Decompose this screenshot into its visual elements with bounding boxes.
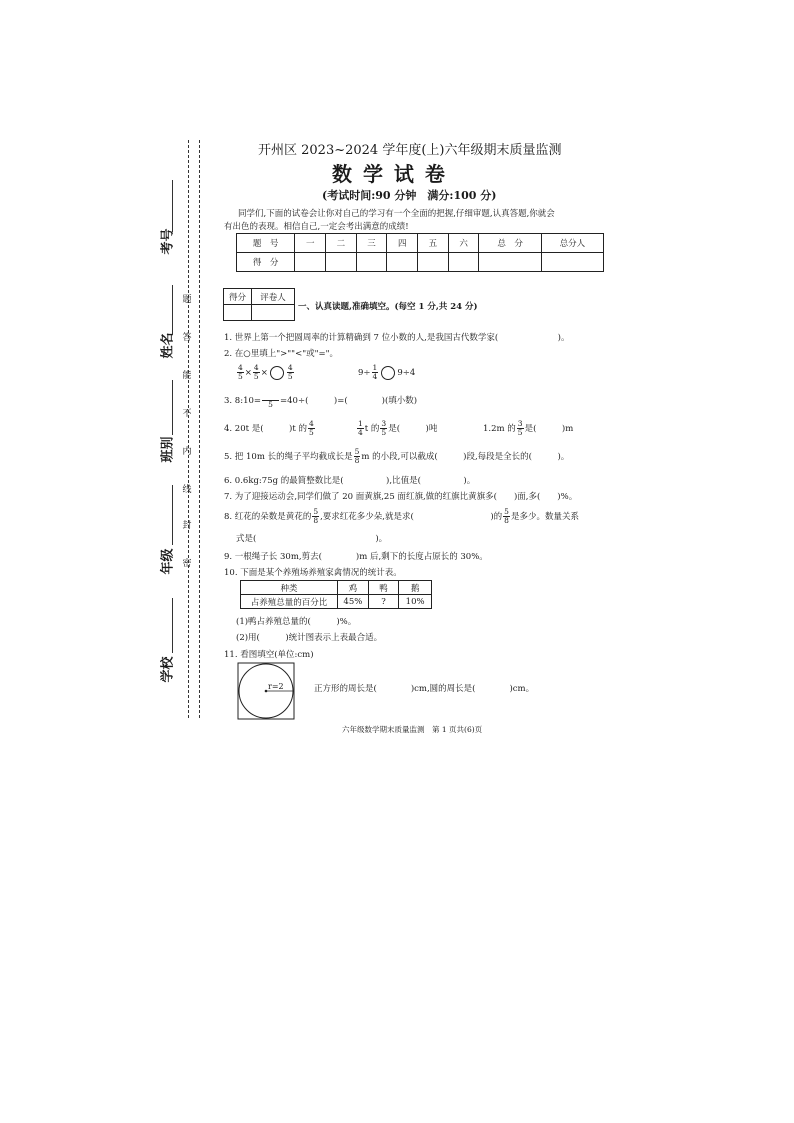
exam-subtitle: (考试时间:90 分钟 满分:100 分) (322, 189, 497, 202)
score-input-cell[interactable] (448, 253, 479, 272)
section1-title: 一、认真读题,准确填空。(每空 1 分,共 24 分) (298, 302, 478, 312)
grader-box (223, 288, 295, 321)
grader-input-cell[interactable] (224, 305, 252, 321)
compare-circle[interactable] (270, 366, 284, 380)
grade-label: 年级 (160, 548, 176, 575)
score-table-cell: 总分人 (541, 234, 603, 253)
score-input-cell[interactable] (387, 253, 418, 272)
binding-line-outer (199, 140, 200, 718)
seal-char: 内 (182, 447, 192, 457)
name-blank[interactable] (172, 285, 174, 335)
question-4b: $\frac{1}{4}$ t 的 $\frac{3}{5}$ 是( )吨 (358, 419, 438, 437)
question-4: 4. 20t 是( )t 的 $\frac{4}{5}$ (224, 419, 314, 437)
score-table-cell: 三 (356, 234, 387, 253)
seal-char: 题 (182, 295, 192, 305)
score-table-cell: 四 (387, 234, 418, 253)
table-header-cell: 鹅 (399, 581, 432, 595)
table-cell: ? (368, 595, 399, 609)
binding-line (188, 140, 189, 718)
question-5: 5. 把 10m 长的绳子平均截成长是 $\frac{5}{8}$ m 的小段,可以截成( )段,每段是全长的( )。 (224, 447, 570, 465)
poultry-table (240, 580, 432, 609)
table-cell: 45% (338, 595, 369, 609)
seal-char: 答 (182, 333, 192, 343)
score-table-cell: 题 号 (237, 234, 295, 253)
fraction: $\frac{5}{8}$ (313, 507, 319, 525)
class-blank[interactable] (172, 380, 174, 435)
question-11: 11. 看图填空(单位:cm) (224, 650, 314, 660)
fraction: $\frac{4}{5}$ (238, 363, 243, 381)
question-2b: 9÷ $\frac{1}{4}$ 9÷4 (358, 363, 416, 381)
exam-number-blank[interactable] (172, 180, 174, 232)
intro-text: 有出色的表现。相信自己,一定会考出满意的成绩! (224, 222, 409, 232)
compare-circle[interactable] (381, 366, 395, 380)
fraction: $\frac{4}{5}$ (309, 419, 314, 437)
center-dot (265, 690, 268, 693)
seal-char: 封 (182, 521, 192, 531)
page-footer: 六年级数学期末质量监测 第 1 页共(6)页 (342, 725, 483, 734)
question-4c: 1.2m 的 $\frac{3}{5}$ 是( )m (483, 419, 574, 437)
question-8: 8. 红花的朵数是黄花的 $\frac{5}{8}$ ,要求红花多少朵,就是求( )的 $\frac{5}{8}$ 是多少。数量关系 (224, 507, 579, 525)
fraction: $\frac{4}{5}$ (287, 363, 293, 381)
exam-title: 数 学 试 卷 (332, 162, 447, 186)
score-input-cell[interactable] (479, 253, 541, 272)
table-cell: 占养殖总量的百分比 (241, 595, 338, 609)
table-header-cell: 种类 (241, 581, 338, 595)
seal-char: 密 (182, 559, 192, 569)
table-header-cell: 鸭 (368, 581, 399, 595)
question-11-text: 正方形的周长是( )cm,圆的周长是( )cm。 (314, 684, 535, 694)
question-3: 3. 8:10= 5 =40÷( )=( )(填小数) (224, 392, 417, 409)
question-10: 10. 下面是某个养殖场养殖家禽情况的统计表。 (224, 568, 402, 578)
school-blank[interactable] (172, 598, 174, 653)
exam-header: 开州区 2023~2024 学年度(上)六年级期末质量监测 (258, 143, 562, 158)
grade-blank[interactable] (172, 485, 174, 545)
score-input-cell[interactable] (418, 253, 449, 272)
grader-box-cell: 得分 (224, 289, 252, 305)
seal-char: 线 (182, 485, 192, 495)
question-2: 2. 在○里填上">""<"或"="。 (224, 349, 339, 359)
question-7: 7. 为了迎接运动会,同学们做了 20 面黄旗,25 面红旗,做的红旗比黄旗多( )面,多( )%。 (224, 492, 578, 502)
name-label: 姓名 (160, 332, 176, 359)
score-input-cell[interactable] (326, 253, 357, 272)
score-input-cell[interactable] (295, 253, 326, 272)
question-10-1: (1)鸭占养殖总量的( )%。 (236, 617, 357, 627)
fraction: $\frac{3}{5}$ (517, 419, 523, 437)
fraction: $\frac{5}{8}$ (354, 447, 360, 465)
question-6: 6. 0.6kg:75g 的最简整数比是( ),比值是( )。 (224, 476, 476, 486)
fraction: $\frac{1}{4}$ (372, 363, 378, 381)
score-table-cell: 得 分 (237, 253, 295, 272)
school-label: 学校 (160, 656, 176, 683)
score-table-cell: 二 (326, 234, 357, 253)
class-label: 班别 (160, 436, 176, 463)
question-8-line2: 式是( )。 (236, 534, 388, 544)
circle-square-figure (237, 662, 295, 720)
seal-char: 不 (182, 409, 192, 419)
table-cell: 10% (399, 595, 432, 609)
radius-label: r=2 (268, 682, 284, 691)
fraction: $\frac{4}{5}$ (253, 363, 259, 381)
fraction: $\frac{3}{5}$ (381, 419, 387, 437)
score-table-cell: 总 分 (479, 234, 541, 253)
intro-text: 同学们,下面的试卷会让你对自己的学习有一个全面的把握,仔细审题,认真答题,你就会 (238, 209, 555, 219)
fraction: $\frac{5}{8}$ (504, 507, 509, 525)
fraction: 5 (262, 392, 279, 409)
score-input-cell[interactable] (541, 253, 603, 272)
score-input-cell[interactable] (356, 253, 387, 272)
exam-number-label: 考号 (160, 228, 176, 255)
fraction: $\frac{1}{4}$ (358, 419, 363, 437)
question-10-2: (2)用( )统计图表示上表最合适。 (236, 633, 383, 643)
grader-input-cell[interactable] (251, 305, 294, 321)
table-header-cell: 鸡 (338, 581, 369, 595)
seal-char: 能 (182, 371, 192, 381)
grader-box-cell: 评卷人 (251, 289, 294, 305)
score-table-cell: 一 (295, 234, 326, 253)
score-table-cell: 五 (418, 234, 449, 253)
question-2a: $\frac{4}{5}$ × $\frac{4}{5}$ × $\frac{4}{5}$ (238, 363, 293, 381)
question-1: 1. 世界上第一个把圆周率的计算精确到 7 位小数的人,是我国古代数学家( )。 (224, 333, 570, 343)
score-table (236, 233, 604, 272)
score-table-cell: 六 (448, 234, 479, 253)
question-9: 9. 一根绳子长 30m,剪去( )m 后,剩下的长度占原长的 30%。 (224, 552, 488, 562)
